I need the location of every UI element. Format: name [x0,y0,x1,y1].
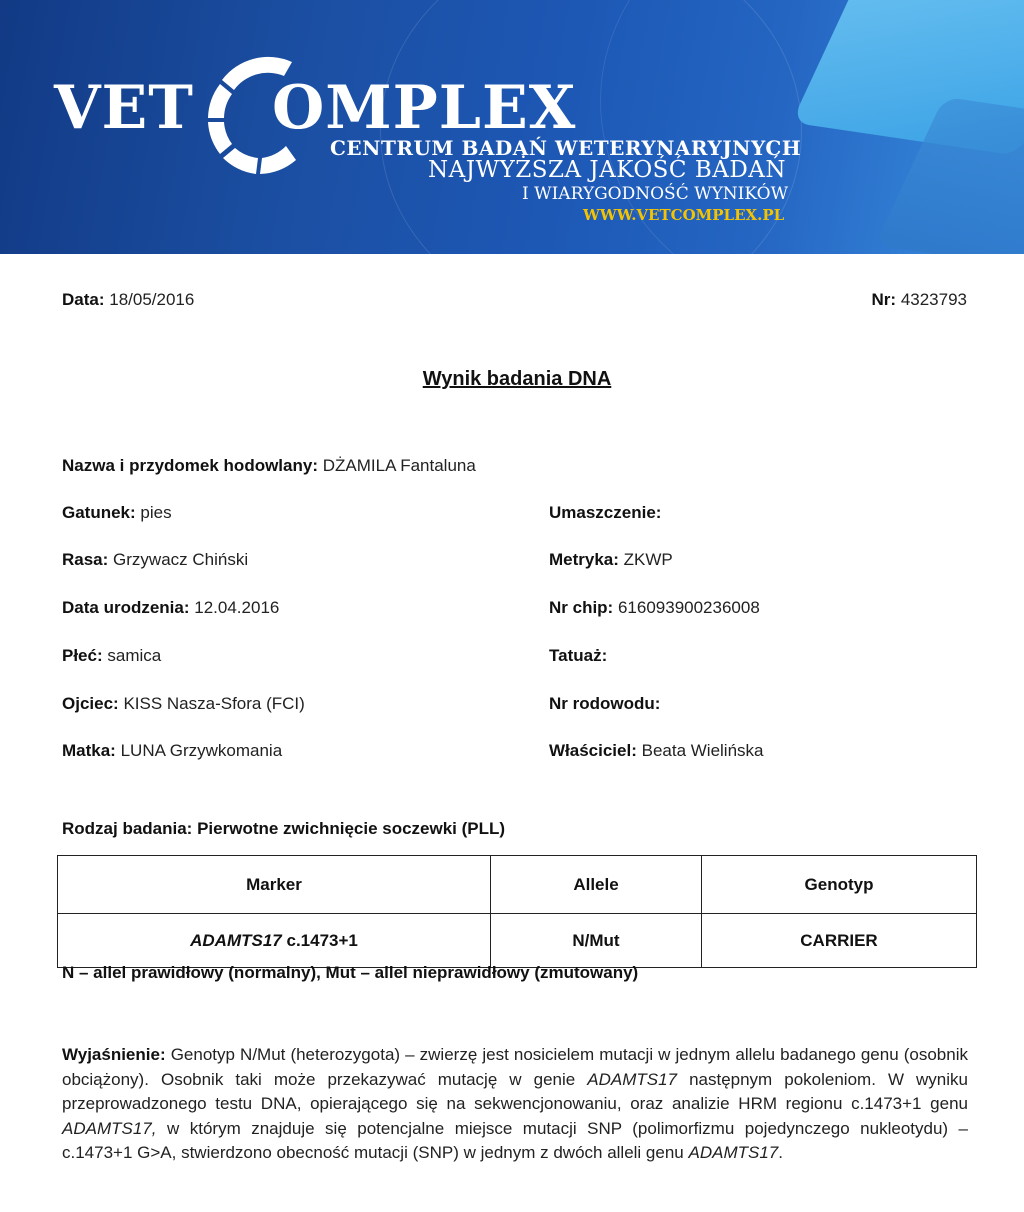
test-type-label: Rodzaj badania: [62,819,193,838]
field-value: Grzywacz Chiński [113,550,249,569]
animal-coat [549,503,661,523]
column-header: Marker [58,856,491,914]
marker-gene: ADAMTS17 [190,930,282,950]
column-header: Allele [491,856,702,914]
marker-position: c.1473+1 [286,930,358,950]
gene-name: ADAMTS17 [587,1069,678,1089]
animal-pedigree [549,694,660,714]
header-banner [0,0,1024,254]
explanation-text: . [778,1143,783,1163]
animal-name [62,456,476,476]
animal-father [62,694,305,714]
field-value: KISS Nasza-Sfora (FCI) [123,694,305,713]
logo-text-left: VET [54,73,194,143]
number-label: Nr: [871,290,897,309]
website-link[interactable]: WWW.VETCOMPLEX.PL [583,206,785,224]
field-value: DŻAMILA Fantaluna [322,456,476,475]
field-label: Płeć: [62,646,103,665]
table-row [58,914,977,968]
field-value: pies [140,503,172,522]
field-label: Właściciel: [549,741,637,760]
explanation-paragraph [62,1043,968,1166]
field-value: ZKWP [623,550,673,569]
animal-birthdate [62,598,279,618]
animal-registry [549,550,673,570]
field-label: Umaszczenie: [549,503,662,522]
test-type-value: Pierwotne zwichnięcie soczewki (PLL) [197,819,506,838]
animal-species [62,503,172,523]
animal-tattoo [549,646,607,666]
explanation-text: w którym znajduje się potencjalne miejsce mutacji SNP (polimorfizmu pojedynczego nukleotydu) – c.1473+1 G>A, stwierdzono obecność mutacji (SNP) w jednym z dwóch alleli genu [62,1118,969,1163]
field-label: Matka: [62,741,116,760]
gene-name: ADAMTS17, [62,1118,157,1138]
animal-chip [549,598,760,618]
report-number [872,290,967,310]
field-value: LUNA Grzywkomania [120,741,283,760]
page-title: Wynik badania DNA [422,368,612,390]
field-label: Nr rodowodu: [549,694,661,713]
result-table [57,855,977,968]
explanation-label: Wyjaśnienie: [62,1045,166,1064]
field-label: Rasa: [62,550,109,569]
field-value: Beata Wielińska [641,741,764,760]
explanation-text: następnym pokoleniom. W wyniku przeprowadzonego testu DNA, opierającego się na sekwencjonowaniu, oraz analizie HRM regionu c.1473+1 genu [62,1069,968,1114]
field-label: Nazwa i przydomek hodowlany: [62,456,318,475]
column-header: Genotyp [702,856,977,914]
banner-subtitle: CENTRUM BADAŃ WETERYNARYJNYCH [330,136,802,160]
field-label: Metryka: [549,550,619,569]
explanation-text: Genotyp N/Mut (heterozygota) – zwierzę jest nosicielem mutacji w jednym allelu badanego genu (osobnik obciążony). Osobnik taki może przekazywać mutację w genie [62,1045,968,1089]
allele-cell: N/Mut [491,914,702,968]
animal-owner [549,741,764,761]
field-value: 12.04.2016 [194,598,280,617]
field-value: 616093900236008 [617,598,760,617]
field-label: Tatuaż: [549,646,608,665]
animal-mother [62,741,282,761]
test-type [62,819,505,839]
gene-name: ADAMTS17 [688,1143,779,1163]
banner-slogan-line2: I WIARYGODNOŚĆ WYNIKÓW [522,184,789,204]
number-value: 4323793 [900,290,967,309]
animal-breed [62,550,248,570]
report-date [62,290,194,310]
field-label: Gatunek: [62,503,136,522]
field-value: samica [107,646,162,665]
table-header-row [58,856,977,914]
field-label: Nr chip: [549,598,614,617]
genotype-cell: CARRIER [702,914,977,968]
banner-slogan-line1: NAJWYŻSZA JAKOŚĆ BADAŃ [428,157,787,183]
field-label: Data urodzenia: [62,598,190,617]
marker-cell [58,914,491,968]
animal-sex [62,646,161,666]
date-label: Data: [62,290,105,309]
allele-legend: N – allel prawidłowy (normalny), Mut – allel nieprawidłowy (zmutowany) [62,963,639,982]
logo-text-right: OMPLEX [272,73,577,143]
field-label: Ojciec: [62,694,119,713]
date-value: 18/05/2016 [109,290,195,309]
